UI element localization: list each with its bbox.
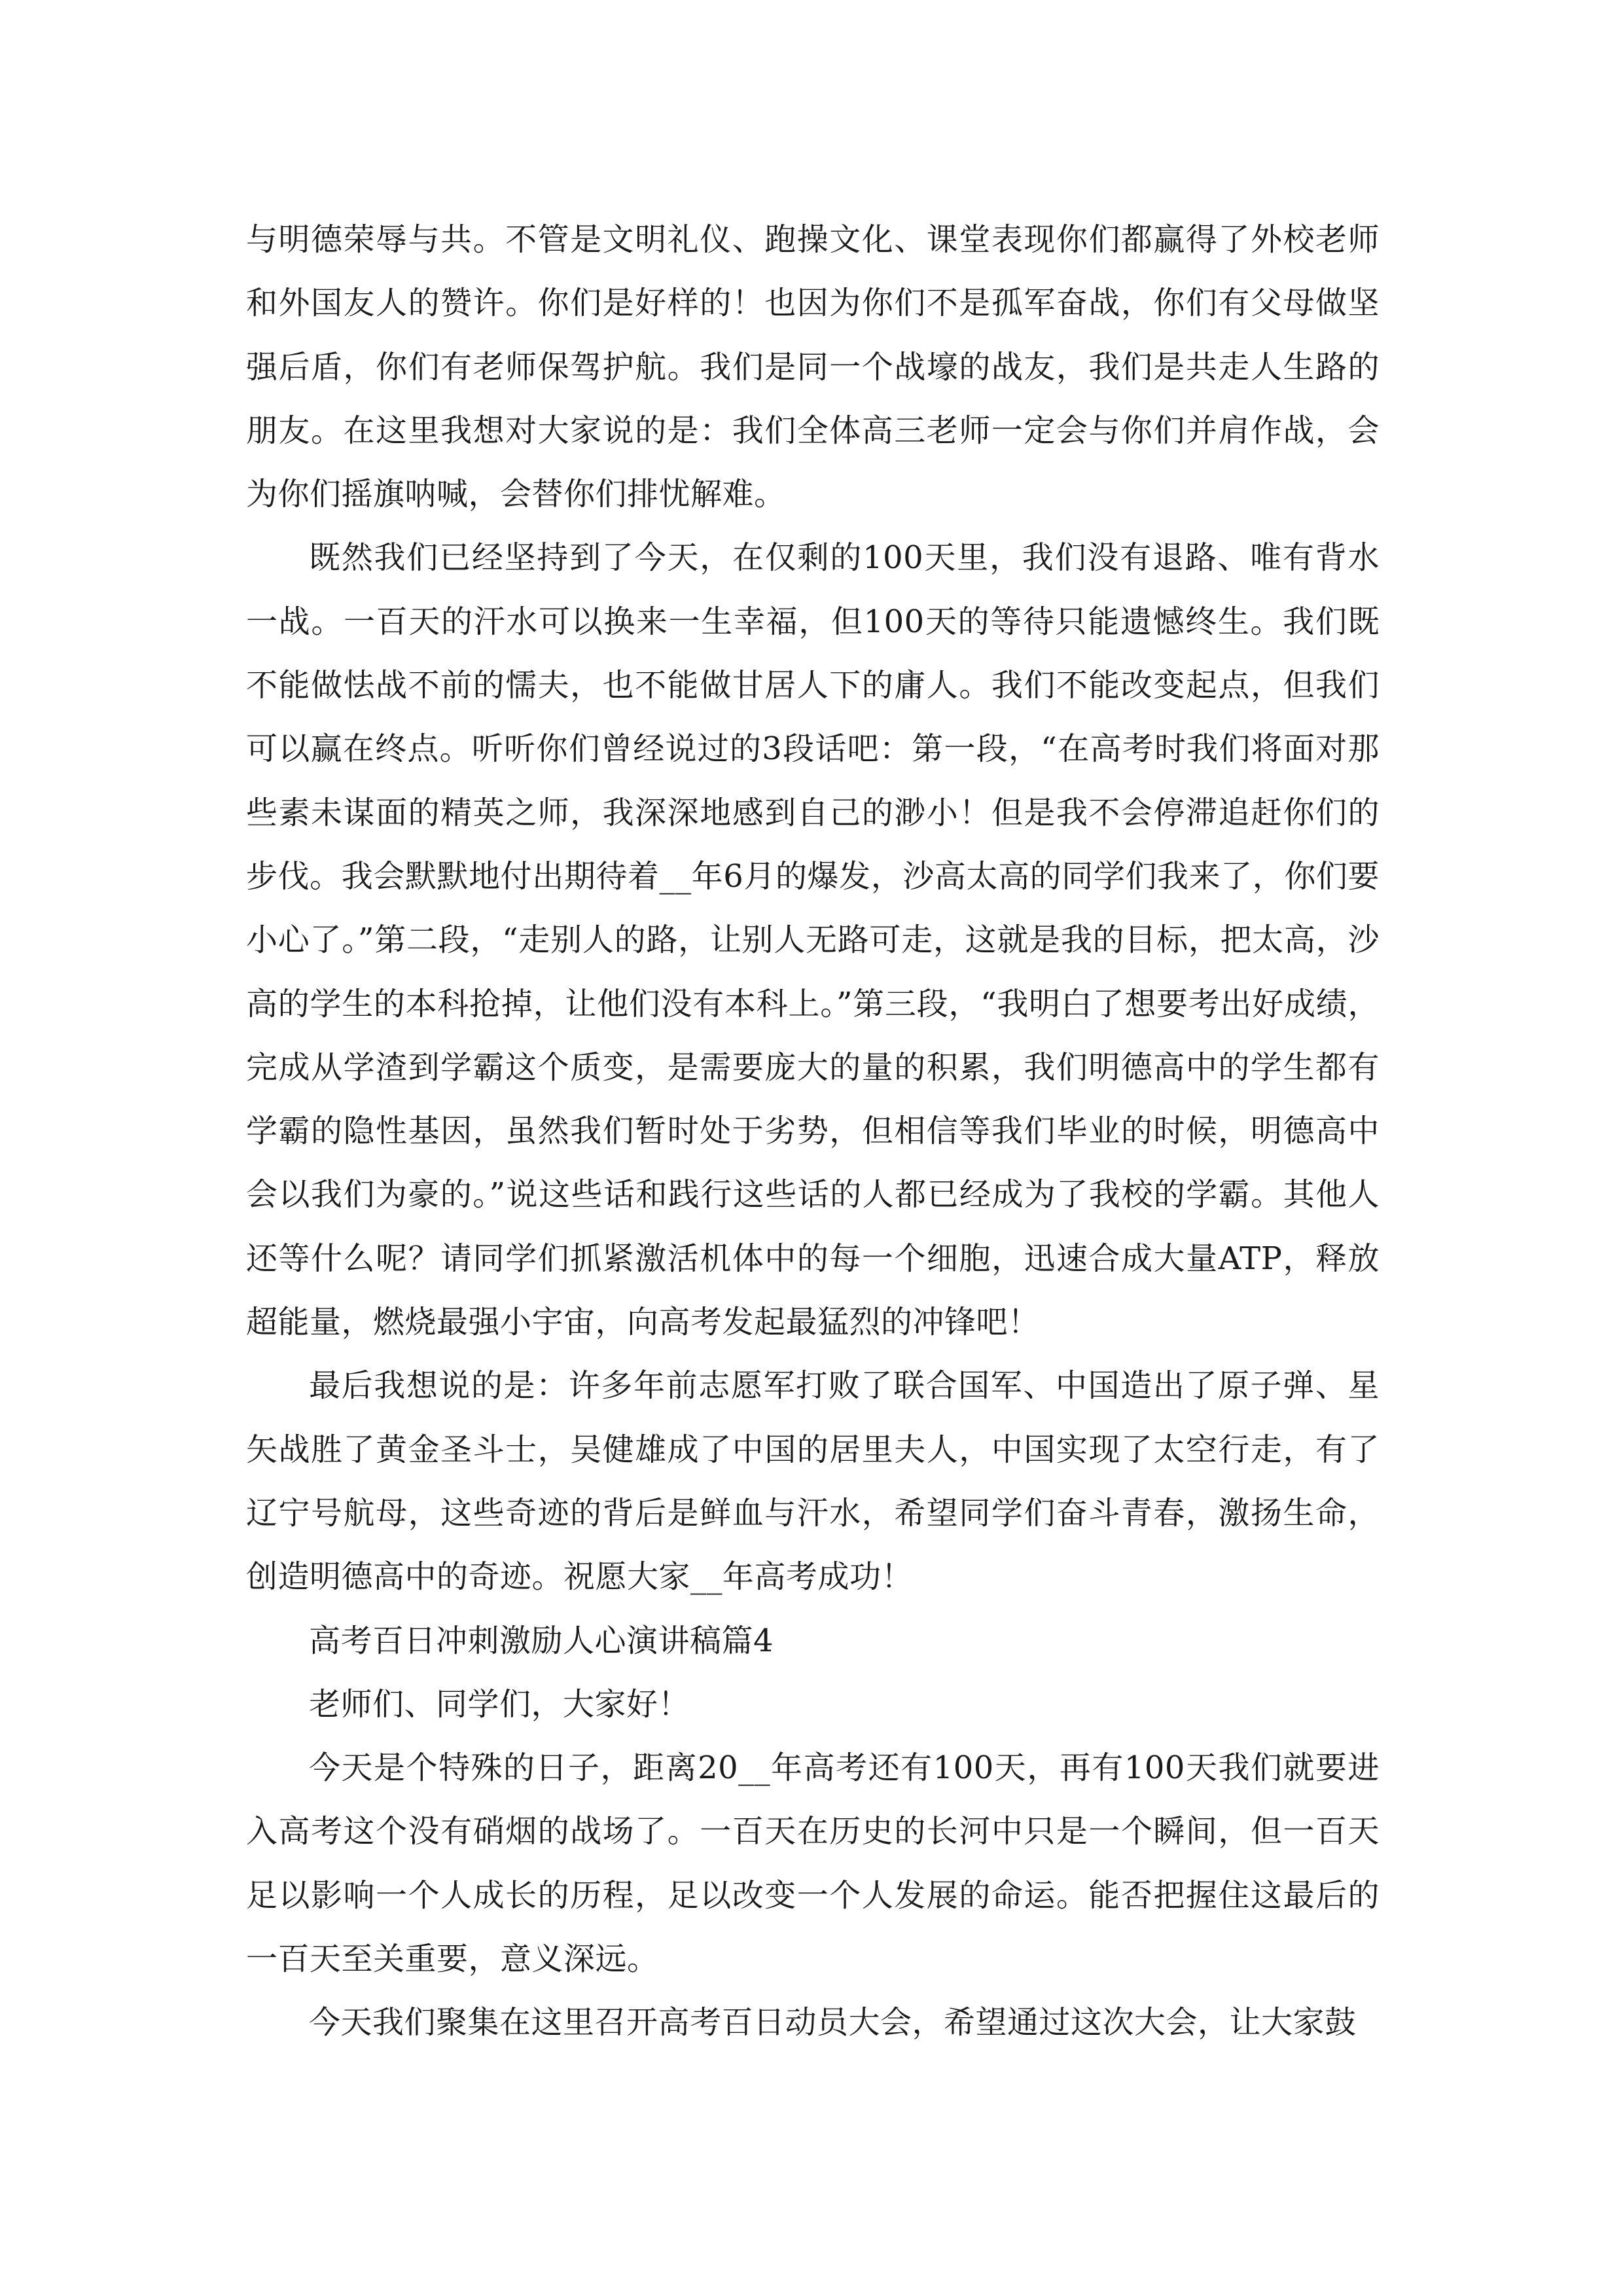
paragraph-closing-wish: 最后我想说的是：许多年前志愿军打败了联合国军、中国造出了原子弹、星矢战胜了黄金圣斗士，吴健雄成了中国的居里夫人，中国实现了太空行走，有了辽宁号航母，这些奇迹的背后是鲜血与汗水，希望同学们奋斗青春，激扬生命，创造明德高中的奇迹。祝愿大家__年高考成功！ [246, 1367, 1380, 1596]
paragraph-continued: 与明德荣辱与共。不管是文明礼仪、跑操文化、课堂表现你们都赢得了外校老师和外国友人的赞许。你们是好样的！也因为你们不是孤军奋战，你们有父母做坚强后盾，你们有老师保驾护航。我们是同一个战壕的战友，我们是共走人生路的朋友。在这里我想对大家说的是：我们全体高三老师一定会与你们并肩作战，会为你们摇旗呐喊，会替你们排忧解难。 [246, 221, 1380, 513]
paragraph-mobilization: 今天我们聚集在这里召开高考百日动员大会，希望通过这次大会，让大家鼓 [309, 2004, 1357, 2041]
section-heading: 高考百日冲刺激励人心演讲稿篇4 [309, 1622, 774, 1659]
greeting: 老师们、同学们，大家好！ [309, 1685, 690, 1723]
document-body [246, 208, 1380, 2055]
paragraph-special-day: 今天是个特殊的日子，距离20__年高考还有100天，再有100天我们就要进入高考这个没有硝烟的战场了。一百天在历史的长河中只是一个瞬间，但一百天足以影响一个人成长的历程，足以改变一个人发展的命运。能否把握住这最后的一百天至关重要，意义深远。 [246, 1749, 1380, 1978]
paragraph-persist-100-days: 既然我们已经坚持到了今天，在仅剩的100天里，我们没有退路、唯有背水一战。一百天的汗水可以换来一生幸福，但100天的等待只能遗憾终生。我们既不能做怯战不前的懦夫，也不能做甘居人下的庸人。我们不能改变起点，但我们可以赢在终点。听听你们曾经说过的3段话吧：第一段，“在高考时我们将面对那些素未谋面的精英之师，我深深地感到自己的渺小！但是我不会停滞追赶你们的步伐。我会默默地付出期待着__年6月的爆发，沙高太高的同学们我来了，你们要小心了。”第二段，“走别人的路，让别人无路可走，这就是我的目标，把太高，沙高的学生的本科抢掉，让他们没有本科上。”第三段，“我明白了想要考出好成绩，完成从学渣到学霸这个质变，是需要庞大的量的积累，我们明德高中的学生都有学霸的隐性基因，虽然我们暂时处于劣势，但相信等我们毕业的时候，明德高中会以我们为豪的。”说这些话和践行这些话的人都已经成为了我校的学霸。其他人还等什么呢？请同学们抓紧激活机体中的每一个细胞，迅速合成大量ATP，释放超能量，燃烧最强小宇宙，向高考发起最猛烈的冲锋吧！ [246, 539, 1380, 1341]
